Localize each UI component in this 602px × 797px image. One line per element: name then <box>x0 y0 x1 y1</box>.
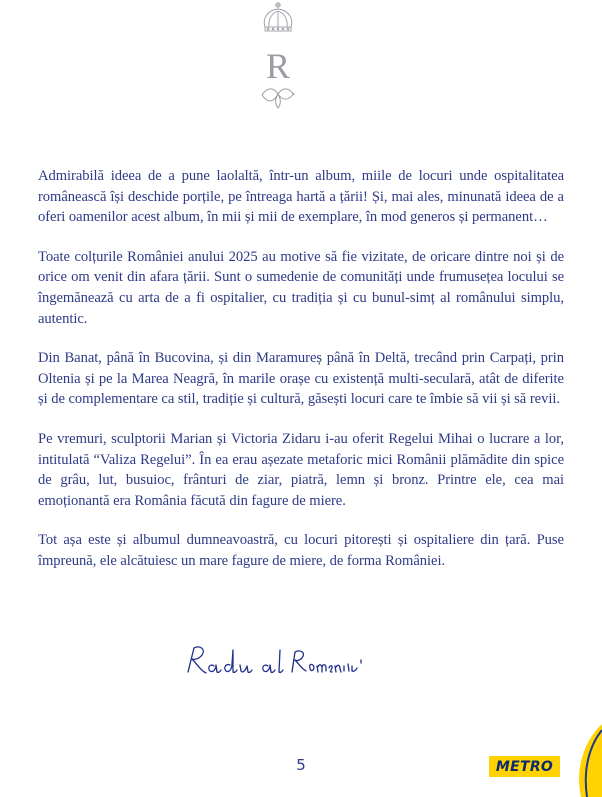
royal-monogram-emblem <box>248 0 308 112</box>
handwritten-signature <box>180 642 370 684</box>
paragraph-1: Admirabilă ideea de a pune laolaltă, într-un album, miile de locuri unde ospitalitatea românească își deschide porțile, pe întreaga hartă a țării! Și, mai ales, minunată ideea de a oferi oamenilor acest album, în mii și mii de exemplare, în mod generos și permanent… <box>38 168 564 226</box>
metro-logo <box>489 756 560 777</box>
paragraph-3: Din Banat, până în Bucovina, și din Maramureș până în Deltă, trecând prin Carpați, prin Oltenia și pe la Marea Neagră, în marile orașe cu existență multi-seculară, atât de diferite și de complementare ca stil, tradiție și cultură, găsești locuri care te îmbie să vii și să revii. <box>38 350 564 408</box>
paragraph-2: Toate colțurile României anului 2025 au motive să fie vizitate, de oricare dintre noi și de orice om venit din afara țării. Sunt o sumedenie de comunități unde frumusețea locului se îngemănează cu arta de a fi ospitalier, cu tradiția și cu bunul-simț al românului simplu, autentic. <box>38 248 564 327</box>
svg-text:R: R <box>265 46 291 86</box>
page-corner-decoration <box>565 724 602 797</box>
paragraph-5: Tot așa este și albumul dumneavoastră, cu locuri pitorești și ospitaliere din țară. Puse împreună, ele alcătuiesc un mare fagure de miere, de forma României. <box>38 532 564 569</box>
letter-body <box>38 166 564 591</box>
page-number: 5 <box>296 756 306 774</box>
metro-logo-text: METRO <box>495 758 554 775</box>
paragraph-4: Pe vremuri, sculptorii Marian și Victoria Zidaru i-au oferit Regelui Mihai o lucrare a lor, intitulată “Valiza Regelui”. În ea erau așezate metaforic mici Românii plămădite din spice de grâu, lut, busuioc, frânturi de ziar, piatră, lemn și bronz. Printre ele, cea mai emoționantă era România făcută din fagure de miere. <box>38 430 564 509</box>
